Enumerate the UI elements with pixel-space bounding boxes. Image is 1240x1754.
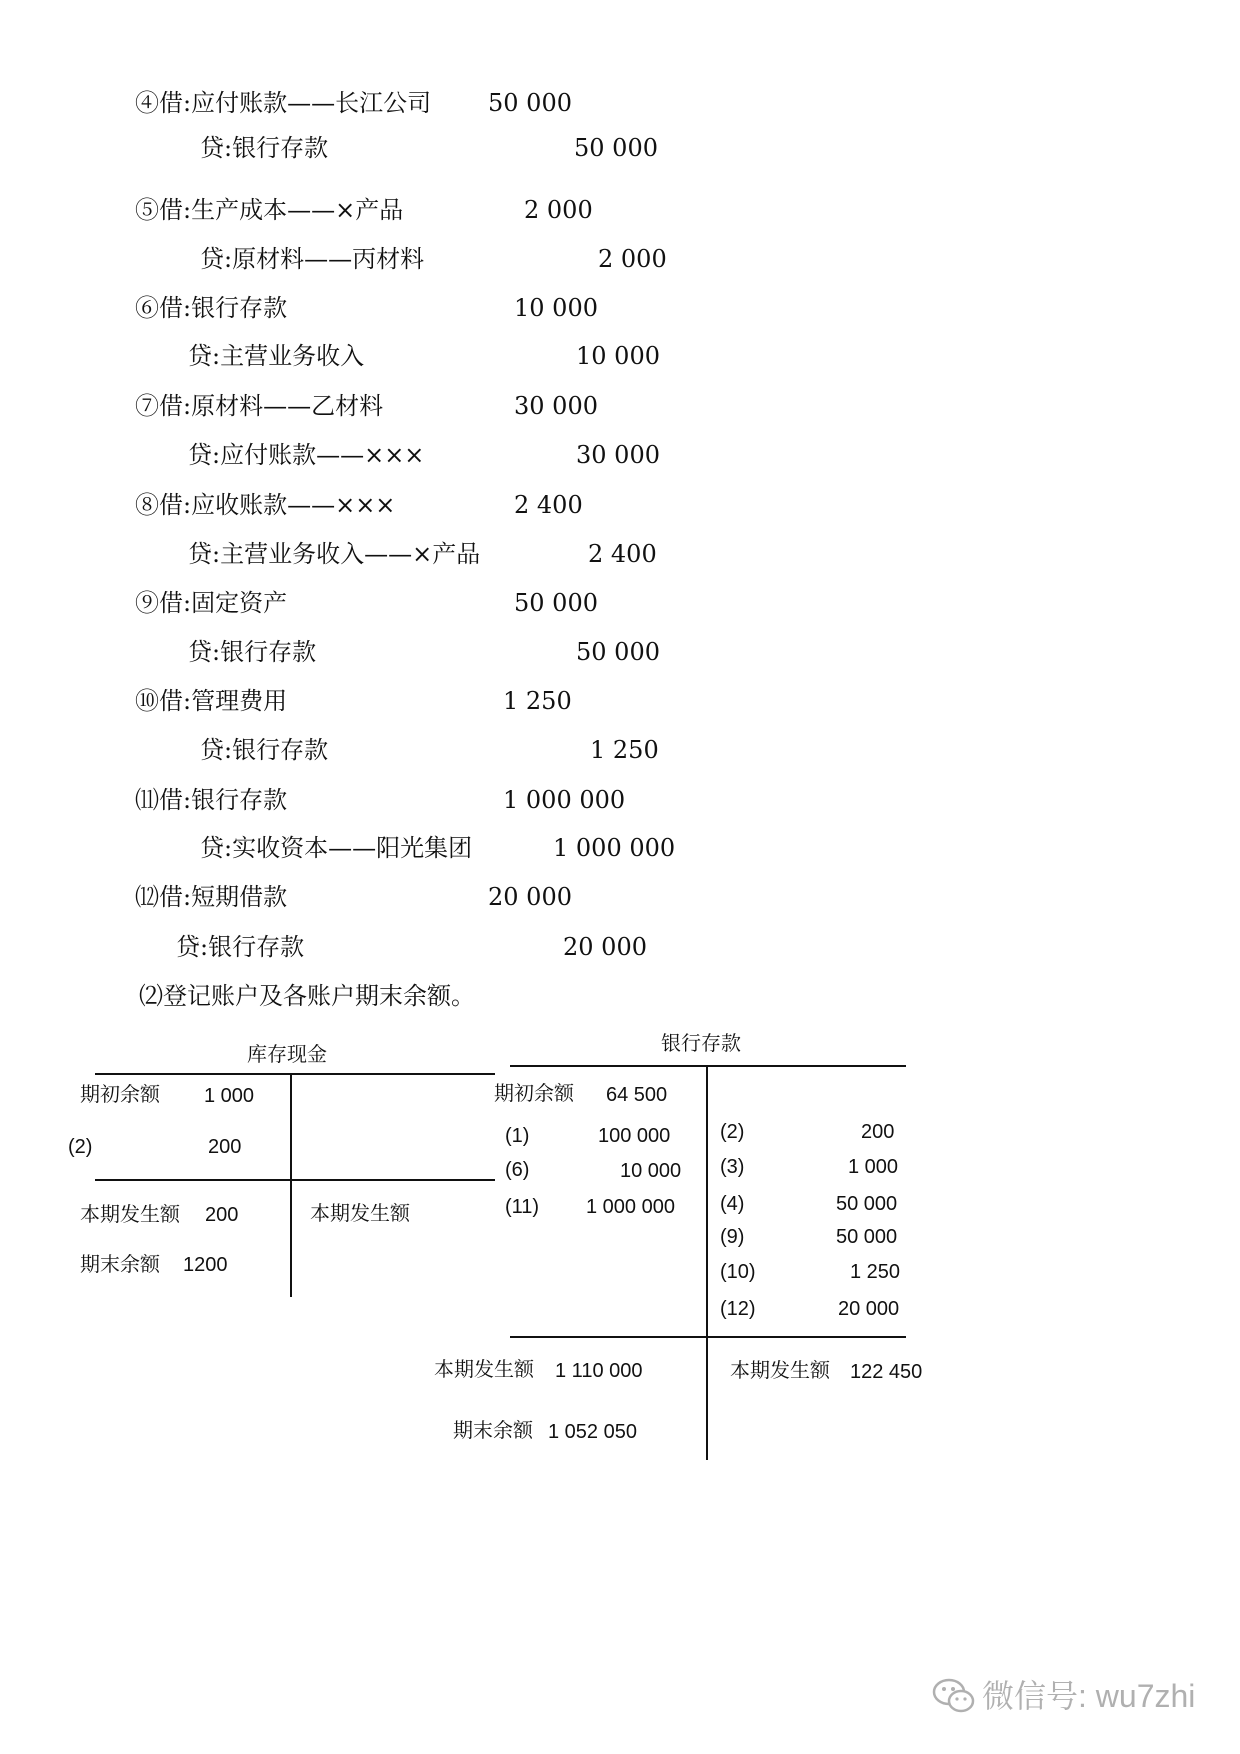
debit-ref: (1) bbox=[505, 1125, 530, 1147]
journal-credit-line bbox=[176, 933, 304, 961]
debit-ref: (6) bbox=[505, 1159, 530, 1181]
opening-balance-value: 1 000 bbox=[204, 1085, 255, 1107]
debit-account: 应收账款——××× bbox=[191, 491, 396, 519]
credit-amount: 20 000 bbox=[563, 933, 647, 961]
credit-ref: (10) bbox=[720, 1261, 756, 1283]
debit-amount: 2 000 bbox=[524, 196, 593, 224]
opening-balance-label: 期初余额 bbox=[80, 1084, 160, 1106]
credit-account: 实收资本——阳光集团 bbox=[232, 834, 473, 862]
debit-total-value: 1 110 000 bbox=[555, 1360, 643, 1382]
credit-total-label: 本期发生额 bbox=[730, 1360, 830, 1382]
journal-credit-line bbox=[200, 834, 472, 862]
debit-label: 借: bbox=[159, 883, 192, 911]
closing-balance-label: 期末余额 bbox=[453, 1420, 533, 1442]
debit-label: 借: bbox=[159, 392, 192, 420]
credit-account: 银行存款 bbox=[232, 736, 329, 764]
opening-balance-label: 期初余额 bbox=[494, 1083, 574, 1105]
journal-debit-line bbox=[135, 786, 287, 814]
debit-account: 原材料——乙材料 bbox=[191, 392, 384, 420]
debit-label: 借: bbox=[159, 294, 192, 322]
credit-total-value: 122 450 bbox=[850, 1361, 923, 1383]
journal-debit-line bbox=[135, 883, 287, 911]
credit-total-label: 本期发生额 bbox=[310, 1203, 410, 1225]
account-title: 库存现金 bbox=[247, 1042, 327, 1066]
credit-amount: 10 000 bbox=[576, 342, 660, 370]
debit-label: 借: bbox=[159, 491, 192, 519]
credit-account: 原材料——丙材料 bbox=[232, 245, 425, 273]
credit-amount: 2 000 bbox=[598, 245, 667, 273]
credit-account: 银行存款 bbox=[208, 933, 305, 961]
journal-credit-line bbox=[188, 342, 364, 370]
credit-amount: 2 400 bbox=[588, 540, 657, 568]
journal-credit-line bbox=[188, 638, 316, 666]
journal-credit-line bbox=[200, 245, 424, 273]
journal-debit-line bbox=[135, 89, 431, 117]
closing-balance-value: 1200 bbox=[183, 1254, 228, 1276]
journal-credit-line bbox=[200, 134, 328, 162]
debit-account: 应付账款——长江公司 bbox=[191, 89, 432, 117]
debit-ref: (11) bbox=[505, 1196, 540, 1218]
debit-amount: 2 400 bbox=[514, 491, 583, 519]
entry-number: ⑥ bbox=[135, 294, 159, 322]
credit-label: 贷: bbox=[188, 638, 221, 666]
credit-amount: 50 000 bbox=[836, 1193, 898, 1215]
t-account-total-rule bbox=[95, 1179, 495, 1181]
entry-number: ⑿ bbox=[135, 883, 159, 911]
debit-amount: 20 000 bbox=[488, 883, 572, 911]
credit-ref: (12) bbox=[720, 1298, 756, 1320]
debit-amount: 50 000 bbox=[514, 589, 598, 617]
debit-amount: 1 000 000 bbox=[586, 1196, 675, 1218]
debit-total-label: 本期发生额 bbox=[434, 1359, 534, 1381]
credit-amount: 50 000 bbox=[836, 1226, 898, 1248]
debit-amount: 100 000 bbox=[598, 1125, 671, 1147]
credit-account: 主营业务收入 bbox=[220, 342, 365, 370]
journal-debit-line bbox=[135, 196, 403, 224]
opening-balance-value: 64 500 bbox=[606, 1084, 668, 1106]
credit-account: 主营业务收入——×产品 bbox=[220, 540, 481, 568]
journal-credit-line bbox=[188, 540, 480, 568]
account-title: 银行存款 bbox=[661, 1031, 741, 1055]
credit-label: 贷: bbox=[200, 134, 233, 162]
debit-account: 固定资产 bbox=[191, 589, 288, 617]
entry-number: ⑤ bbox=[135, 196, 159, 224]
entry-number: ⑾ bbox=[135, 786, 159, 814]
journal-credit-line bbox=[200, 736, 328, 764]
journal-credit-line bbox=[188, 441, 424, 469]
credit-label: 贷: bbox=[188, 441, 221, 469]
journal-debit-line bbox=[135, 589, 287, 617]
debit-amount: 30 000 bbox=[514, 392, 598, 420]
credit-amount: 1 000 000 bbox=[553, 834, 676, 862]
t-account-top-rule bbox=[95, 1073, 495, 1075]
t-account-center-rule bbox=[290, 1073, 292, 1297]
wechat-icon bbox=[932, 1677, 976, 1715]
debit-amount: 1 000 000 bbox=[503, 786, 626, 814]
credit-amount: 1 250 bbox=[850, 1261, 901, 1283]
credit-label: 贷: bbox=[188, 342, 221, 370]
closing-balance-label: 期末余额 bbox=[80, 1254, 160, 1276]
journal-debit-line bbox=[135, 491, 395, 519]
debit-label: 借: bbox=[159, 687, 192, 715]
credit-amount: 1 000 bbox=[848, 1156, 899, 1178]
credit-account: 应付账款——××× bbox=[220, 441, 425, 469]
credit-account: 银行存款 bbox=[232, 134, 329, 162]
debit-account: 生产成本——×产品 bbox=[191, 196, 404, 224]
entry-ref: (2) bbox=[68, 1136, 93, 1158]
entry-number: ⑩ bbox=[135, 687, 159, 715]
debit-label: 借: bbox=[159, 196, 192, 224]
debit-account: 短期借款 bbox=[191, 883, 288, 911]
debit-label: 借: bbox=[159, 589, 192, 617]
debit-account: 管理费用 bbox=[191, 687, 288, 715]
debit-amount: 50 000 bbox=[488, 89, 572, 117]
credit-amount: 50 000 bbox=[576, 638, 660, 666]
credit-ref: (2) bbox=[720, 1121, 745, 1143]
credit-label: 贷: bbox=[200, 834, 233, 862]
credit-amount: 30 000 bbox=[576, 441, 660, 469]
credit-amount: 200 bbox=[861, 1121, 895, 1143]
journal-debit-line bbox=[135, 294, 287, 322]
debit-label: 借: bbox=[159, 89, 192, 117]
entry-amount: 200 bbox=[208, 1136, 242, 1158]
watermark-text: 微信号: wu7zhi bbox=[982, 1678, 1196, 1714]
debit-total-value: 200 bbox=[205, 1204, 239, 1226]
credit-account: 银行存款 bbox=[220, 638, 317, 666]
closing-balance-value: 1 052 050 bbox=[548, 1421, 637, 1443]
journal-debit-line bbox=[135, 392, 383, 420]
entry-number: ⑦ bbox=[135, 392, 159, 420]
entry-number: ⑨ bbox=[135, 589, 159, 617]
credit-label: 贷: bbox=[188, 540, 221, 568]
debit-label: 借: bbox=[159, 786, 192, 814]
credit-amount: 20 000 bbox=[838, 1298, 900, 1320]
entry-number: ④ bbox=[135, 89, 159, 117]
debit-amount: 10 000 bbox=[514, 294, 598, 322]
debit-amount: 1 250 bbox=[503, 687, 572, 715]
credit-ref: (9) bbox=[720, 1226, 745, 1248]
credit-label: 贷: bbox=[200, 245, 233, 273]
credit-ref: (4) bbox=[720, 1193, 745, 1215]
debit-amount: 10 000 bbox=[620, 1160, 682, 1182]
credit-label: 贷: bbox=[200, 736, 233, 764]
entry-number: ⑧ bbox=[135, 491, 159, 519]
debit-account: 银行存款 bbox=[191, 786, 288, 814]
t-account-top-rule bbox=[510, 1065, 906, 1067]
credit-label: 贷: bbox=[176, 933, 209, 961]
credit-amount: 50 000 bbox=[574, 134, 658, 162]
debit-total-label: 本期发生额 bbox=[80, 1204, 180, 1226]
section-heading: ⑵登记账户及各账户期末余额。 bbox=[139, 982, 475, 1010]
journal-debit-line bbox=[135, 687, 287, 715]
t-account-total-rule bbox=[510, 1336, 906, 1338]
credit-ref: (3) bbox=[720, 1156, 745, 1178]
credit-amount: 1 250 bbox=[590, 736, 659, 764]
debit-account: 银行存款 bbox=[191, 294, 288, 322]
t-account-center-rule bbox=[706, 1065, 708, 1460]
